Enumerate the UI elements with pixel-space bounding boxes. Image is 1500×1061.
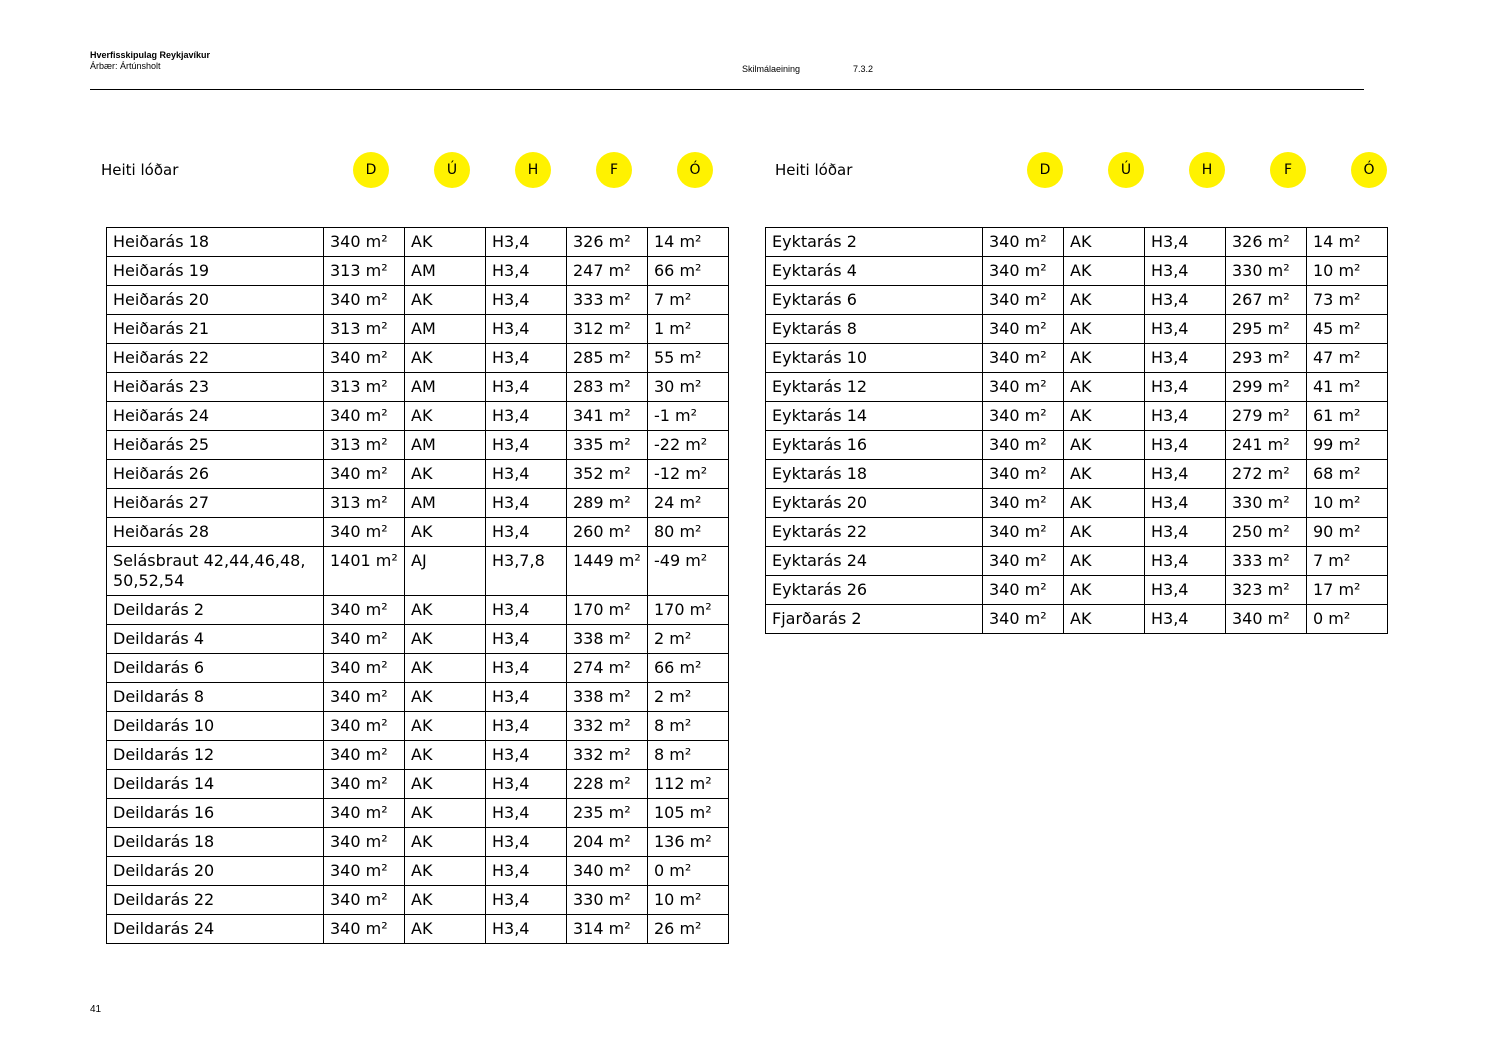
- table-cell-plot-name: Fjarðarás 2: [766, 605, 983, 634]
- table-cell-plot-use: AK: [405, 286, 486, 315]
- table-cell-plot-area: 340 m²: [324, 402, 405, 431]
- table-cell-area-difference: 66 m²: [648, 654, 729, 683]
- table-cell-plot-name: Heiðarás 23: [107, 373, 324, 402]
- table-row: [766, 518, 1388, 547]
- table-cell-plot-height: H3,4: [486, 857, 567, 886]
- table-cell-area-difference: 73 m²: [1307, 286, 1388, 315]
- table-cell-plot-height: H3,4: [486, 460, 567, 489]
- table-cell-plot-area: 340 m²: [324, 228, 405, 257]
- table-cell-plot-height: H3,4: [486, 257, 567, 286]
- table-cell-plot-name: Deildarás 10: [107, 712, 324, 741]
- table-cell-area-difference: 30 m²: [648, 373, 729, 402]
- table-cell-plot-name: Eyktarás 18: [766, 460, 983, 489]
- table-cell-area-difference: 112 m²: [648, 770, 729, 799]
- table-cell-floor-area: 1449 m²: [567, 547, 648, 596]
- table-cell-plot-use: AK: [405, 886, 486, 915]
- table-cell-floor-area: 285 m²: [567, 344, 648, 373]
- table-cell-plot-height: H3,4: [1145, 344, 1226, 373]
- section-label: Skilmálaeining: [742, 64, 801, 74]
- table-row: [107, 315, 729, 344]
- left-key-u: Ú: [434, 152, 470, 188]
- page-number: 41: [90, 1004, 102, 1015]
- table-cell-area-difference: -1 m²: [648, 402, 729, 431]
- table-cell-plot-use: AK: [1064, 228, 1145, 257]
- table-row: [107, 915, 729, 944]
- table-row: [107, 886, 729, 915]
- table-cell-plot-area: 340 m²: [983, 373, 1064, 402]
- table-cell-floor-area: 338 m²: [567, 625, 648, 654]
- table-cell-plot-area: 340 m²: [983, 489, 1064, 518]
- table-row: [107, 373, 729, 402]
- table-cell-plot-area: 1401 m²: [324, 547, 405, 596]
- table-cell-plot-area: 340 m²: [324, 886, 405, 915]
- table-cell-floor-area: 333 m²: [567, 286, 648, 315]
- table-cell-area-difference: 66 m²: [648, 257, 729, 286]
- table-cell-plot-height: H3,4: [1145, 547, 1226, 576]
- table-cell-plot-name: Eyktarás 24: [766, 547, 983, 576]
- table-cell-plot-height: H3,4: [1145, 315, 1226, 344]
- table-row: [107, 489, 729, 518]
- table-cell-plot-use: AK: [405, 799, 486, 828]
- table-cell-area-difference: 0 m²: [1307, 605, 1388, 634]
- table-cell-plot-name: Heiðarás 25: [107, 431, 324, 460]
- table-cell-plot-use: AK: [1064, 315, 1145, 344]
- table-cell-plot-area: 340 m²: [324, 770, 405, 799]
- table-cell-plot-use: AK: [405, 857, 486, 886]
- table-row: [766, 344, 1388, 373]
- table-row: [107, 596, 729, 625]
- table-row: [107, 431, 729, 460]
- table-cell-plot-area: 313 m²: [324, 257, 405, 286]
- table-cell-plot-area: 313 m²: [324, 373, 405, 402]
- table-cell-floor-area: 289 m²: [567, 489, 648, 518]
- table-cell-floor-area: 272 m²: [1226, 460, 1307, 489]
- right-key-o: Ó: [1351, 152, 1387, 188]
- table-cell-floor-area: 241 m²: [1226, 431, 1307, 460]
- table-row: [766, 431, 1388, 460]
- table-row: [107, 654, 729, 683]
- table-cell-plot-area: 340 m²: [983, 315, 1064, 344]
- table-row: [107, 257, 729, 286]
- table-row: [107, 741, 729, 770]
- table-cell-plot-name: Eyktarás 8: [766, 315, 983, 344]
- table-cell-area-difference: -22 m²: [648, 431, 729, 460]
- document-subtitle: Árbær: Ártúnsholt: [90, 61, 161, 71]
- table-cell-plot-height: H3,4: [486, 489, 567, 518]
- table-cell-plot-name: Eyktarás 20: [766, 489, 983, 518]
- table-cell-floor-area: 335 m²: [567, 431, 648, 460]
- table-cell-plot-use: AK: [1064, 431, 1145, 460]
- table-cell-floor-area: 235 m²: [567, 799, 648, 828]
- table-cell-floor-area: 326 m²: [567, 228, 648, 257]
- table-cell-plot-use: AM: [405, 257, 486, 286]
- table-cell-floor-area: 279 m²: [1226, 402, 1307, 431]
- table-cell-plot-name: Eyktarás 2: [766, 228, 983, 257]
- table-cell-area-difference: 10 m²: [1307, 489, 1388, 518]
- table-row: [107, 286, 729, 315]
- table-cell-plot-use: AK: [1064, 344, 1145, 373]
- table-cell-plot-name: Heiðarás 21: [107, 315, 324, 344]
- table-cell-plot-name: Heiðarás 19: [107, 257, 324, 286]
- table-cell-plot-area: 313 m²: [324, 315, 405, 344]
- table-cell-plot-use: AK: [1064, 605, 1145, 634]
- table-cell-plot-use: AK: [405, 828, 486, 857]
- table-cell-plot-area: 340 m²: [983, 286, 1064, 315]
- table-cell-plot-area: 340 m²: [324, 712, 405, 741]
- table-cell-plot-use: AK: [1064, 576, 1145, 605]
- left-key-f: F: [596, 152, 632, 188]
- header-divider: [90, 89, 1364, 90]
- table-cell-plot-height: H3,4: [1145, 460, 1226, 489]
- table-cell-plot-name: Heiðarás 18: [107, 228, 324, 257]
- table-cell-area-difference: 14 m²: [648, 228, 729, 257]
- table-cell-plot-area: 340 m²: [324, 625, 405, 654]
- table-cell-floor-area: 330 m²: [1226, 489, 1307, 518]
- table-cell-plot-height: H3,4: [486, 286, 567, 315]
- table-cell-area-difference: 8 m²: [648, 741, 729, 770]
- table-row: [766, 286, 1388, 315]
- table-cell-area-difference: 14 m²: [1307, 228, 1388, 257]
- table-row: [766, 228, 1388, 257]
- left-plot-table: [106, 227, 729, 944]
- table-cell-plot-area: 340 m²: [324, 596, 405, 625]
- table-cell-plot-area: 340 m²: [983, 402, 1064, 431]
- left-name-label: Heiti lóðar: [101, 161, 179, 179]
- table-cell-plot-area: 340 m²: [324, 915, 405, 944]
- table-cell-floor-area: 247 m²: [567, 257, 648, 286]
- table-cell-floor-area: 299 m²: [1226, 373, 1307, 402]
- table-cell-floor-area: 204 m²: [567, 828, 648, 857]
- table-cell-plot-name: Deildarás 14: [107, 770, 324, 799]
- table-cell-area-difference: 61 m²: [1307, 402, 1388, 431]
- table-cell-area-difference: 0 m²: [648, 857, 729, 886]
- right-key-h: H: [1189, 152, 1225, 188]
- table-cell-floor-area: 341 m²: [567, 402, 648, 431]
- table-cell-plot-name: Deildarás 12: [107, 741, 324, 770]
- table-cell-plot-height: H3,4: [486, 373, 567, 402]
- table-cell-floor-area: 312 m²: [567, 315, 648, 344]
- table-cell-plot-area: 340 m²: [983, 460, 1064, 489]
- table-cell-plot-height: H3,4: [486, 344, 567, 373]
- table-cell-area-difference: 7 m²: [648, 286, 729, 315]
- table-cell-plot-area: 340 m²: [983, 431, 1064, 460]
- table-cell-plot-height: H3,4: [1145, 576, 1226, 605]
- table-cell-plot-height: H3,4: [1145, 228, 1226, 257]
- table-row: [766, 315, 1388, 344]
- table-cell-plot-height: H3,4: [486, 228, 567, 257]
- table-cell-plot-name: Eyktarás 10: [766, 344, 983, 373]
- table-cell-plot-height: H3,4: [486, 828, 567, 857]
- table-cell-plot-area: 340 m²: [983, 228, 1064, 257]
- table-cell-area-difference: 105 m²: [648, 799, 729, 828]
- table-cell-floor-area: 295 m²: [1226, 315, 1307, 344]
- table-cell-plot-height: H3,4: [486, 683, 567, 712]
- table-cell-floor-area: 250 m²: [1226, 518, 1307, 547]
- table-cell-plot-use: AK: [1064, 373, 1145, 402]
- table-cell-plot-height: H3,4: [1145, 373, 1226, 402]
- table-cell-plot-area: 340 m²: [983, 576, 1064, 605]
- table-cell-plot-height: H3,4: [486, 915, 567, 944]
- table-row: [766, 402, 1388, 431]
- table-cell-plot-height: H3,4: [486, 625, 567, 654]
- table-cell-floor-area: 274 m²: [567, 654, 648, 683]
- table-cell-area-difference: 7 m²: [1307, 547, 1388, 576]
- table-cell-floor-area: 352 m²: [567, 460, 648, 489]
- right-key-f: F: [1270, 152, 1306, 188]
- table-cell-floor-area: 170 m²: [567, 596, 648, 625]
- table-cell-plot-height: H3,4: [1145, 431, 1226, 460]
- table-cell-floor-area: 330 m²: [1226, 257, 1307, 286]
- table-row: [107, 799, 729, 828]
- table-cell-plot-height: H3,4: [486, 741, 567, 770]
- table-cell-plot-area: 340 m²: [324, 518, 405, 547]
- table-cell-plot-area: 340 m²: [983, 518, 1064, 547]
- table-cell-plot-use: AM: [405, 373, 486, 402]
- table-cell-plot-use: AK: [405, 402, 486, 431]
- table-cell-floor-area: 326 m²: [1226, 228, 1307, 257]
- table-cell-plot-name: Deildarás 20: [107, 857, 324, 886]
- table-cell-plot-area: 313 m²: [324, 431, 405, 460]
- table-cell-plot-name: Eyktarás 12: [766, 373, 983, 402]
- table-cell-plot-use: AM: [405, 489, 486, 518]
- section-number: 7.3.2: [853, 64, 874, 74]
- table-cell-floor-area: 323 m²: [1226, 576, 1307, 605]
- table-cell-plot-use: AK: [1064, 286, 1145, 315]
- table-cell-plot-use: AK: [1064, 402, 1145, 431]
- table-row: [107, 228, 729, 257]
- table-cell-plot-area: 313 m²: [324, 489, 405, 518]
- table-row: [107, 712, 729, 741]
- table-cell-plot-height: H3,4: [486, 886, 567, 915]
- table-row: [107, 625, 729, 654]
- table-cell-plot-use: AK: [405, 518, 486, 547]
- table-row: [107, 518, 729, 547]
- table-cell-plot-name: Eyktarás 22: [766, 518, 983, 547]
- table-cell-floor-area: 228 m²: [567, 770, 648, 799]
- table-cell-area-difference: 10 m²: [1307, 257, 1388, 286]
- table-row: [107, 460, 729, 489]
- table-cell-plot-use: AK: [1064, 257, 1145, 286]
- table-cell-plot-name: Deildarás 2: [107, 596, 324, 625]
- table-cell-plot-height: H3,4: [486, 770, 567, 799]
- table-cell-area-difference: 68 m²: [1307, 460, 1388, 489]
- table-cell-plot-use: AK: [405, 770, 486, 799]
- table-cell-plot-height: H3,4: [486, 518, 567, 547]
- table-cell-plot-use: AK: [405, 344, 486, 373]
- table-cell-floor-area: 340 m²: [567, 857, 648, 886]
- table-row: [766, 576, 1388, 605]
- table-cell-floor-area: 293 m²: [1226, 344, 1307, 373]
- table-cell-area-difference: 45 m²: [1307, 315, 1388, 344]
- table-cell-floor-area: 267 m²: [1226, 286, 1307, 315]
- table-cell-plot-area: 340 m²: [324, 741, 405, 770]
- table-cell-plot-use: AK: [1064, 518, 1145, 547]
- table-cell-floor-area: 340 m²: [1226, 605, 1307, 634]
- table-row: [107, 857, 729, 886]
- table-cell-floor-area: 260 m²: [567, 518, 648, 547]
- table-cell-plot-area: 340 m²: [324, 683, 405, 712]
- table-cell-plot-area: 340 m²: [324, 828, 405, 857]
- table-cell-plot-area: 340 m²: [983, 257, 1064, 286]
- table-cell-plot-area: 340 m²: [983, 344, 1064, 373]
- table-cell-plot-height: H3,4: [1145, 605, 1226, 634]
- table-cell-plot-use: AK: [405, 712, 486, 741]
- table-cell-plot-use: AK: [405, 915, 486, 944]
- table-cell-area-difference: 41 m²: [1307, 373, 1388, 402]
- table-cell-plot-area: 340 m²: [983, 547, 1064, 576]
- table-cell-plot-area: 340 m²: [324, 286, 405, 315]
- document-title: Hverfisskipulag Reykjavíkur: [90, 50, 211, 60]
- table-cell-plot-name: Deildarás 16: [107, 799, 324, 828]
- table-cell-area-difference: 90 m²: [1307, 518, 1388, 547]
- table-cell-plot-area: 340 m²: [324, 344, 405, 373]
- table-row: [766, 257, 1388, 286]
- table-cell-plot-use: AK: [1064, 460, 1145, 489]
- table-cell-area-difference: 2 m²: [648, 625, 729, 654]
- table-cell-floor-area: 330 m²: [567, 886, 648, 915]
- table-cell-plot-area: 340 m²: [324, 857, 405, 886]
- table-cell-plot-height: H3,4: [486, 402, 567, 431]
- right-key-d: D: [1027, 152, 1063, 188]
- table-cell-plot-use: AK: [405, 625, 486, 654]
- table-cell-plot-name: Deildarás 22: [107, 886, 324, 915]
- table-cell-floor-area: 338 m²: [567, 683, 648, 712]
- table-row: [107, 770, 729, 799]
- table-cell-plot-use: AK: [405, 683, 486, 712]
- table-cell-plot-height: H3,4: [1145, 286, 1226, 315]
- table-cell-plot-name: Heiðarás 28: [107, 518, 324, 547]
- table-cell-area-difference: 8 m²: [648, 712, 729, 741]
- table-cell-plot-area: 340 m²: [324, 460, 405, 489]
- table-cell-area-difference: -12 m²: [648, 460, 729, 489]
- table-cell-plot-name: Deildarás 18: [107, 828, 324, 857]
- table-cell-plot-height: H3,4: [1145, 257, 1226, 286]
- table-cell-plot-name: Selásbraut 42,44,46,48, 50,52,54: [107, 547, 324, 596]
- table-cell-area-difference: 17 m²: [1307, 576, 1388, 605]
- table-cell-plot-name: Heiðarás 26: [107, 460, 324, 489]
- table-cell-floor-area: 283 m²: [567, 373, 648, 402]
- table-cell-plot-height: H3,7,8: [486, 547, 567, 596]
- table-cell-plot-height: H3,4: [1145, 489, 1226, 518]
- table-cell-plot-area: 340 m²: [324, 654, 405, 683]
- table-cell-floor-area: 333 m²: [1226, 547, 1307, 576]
- table-cell-area-difference: 10 m²: [648, 886, 729, 915]
- right-plot-table: [765, 227, 1388, 634]
- table-cell-plot-name: Deildarás 6: [107, 654, 324, 683]
- table-cell-plot-height: H3,4: [486, 712, 567, 741]
- table-cell-area-difference: 99 m²: [1307, 431, 1388, 460]
- table-cell-plot-use: AK: [405, 460, 486, 489]
- table-cell-area-difference: 24 m²: [648, 489, 729, 518]
- table-cell-plot-name: Heiðarás 24: [107, 402, 324, 431]
- table-row: [107, 402, 729, 431]
- table-cell-plot-height: H3,4: [1145, 518, 1226, 547]
- table-row: [766, 489, 1388, 518]
- table-cell-plot-name: Eyktarás 16: [766, 431, 983, 460]
- table-cell-plot-name: Eyktarás 26: [766, 576, 983, 605]
- table-row: [766, 460, 1388, 489]
- table-cell-plot-height: H3,4: [486, 431, 567, 460]
- table-cell-area-difference: -49 m²: [648, 547, 729, 596]
- table-cell-plot-name: Eyktarás 6: [766, 286, 983, 315]
- table-cell-plot-name: Deildarás 4: [107, 625, 324, 654]
- table-cell-plot-name: Heiðarás 22: [107, 344, 324, 373]
- table-cell-plot-use: AK: [405, 741, 486, 770]
- table-cell-plot-height: H3,4: [1145, 402, 1226, 431]
- table-row: [107, 683, 729, 712]
- left-key-h: H: [515, 152, 551, 188]
- table-cell-plot-height: H3,4: [486, 596, 567, 625]
- table-cell-plot-name: Eyktarás 4: [766, 257, 983, 286]
- table-cell-plot-use: AK: [405, 596, 486, 625]
- table-row: [107, 547, 729, 596]
- table-cell-plot-name: Heiðarás 27: [107, 489, 324, 518]
- table-cell-plot-area: 340 m²: [324, 799, 405, 828]
- table-cell-area-difference: 47 m²: [1307, 344, 1388, 373]
- table-cell-area-difference: 1 m²: [648, 315, 729, 344]
- table-cell-plot-name: Heiðarás 20: [107, 286, 324, 315]
- document-header: [90, 50, 210, 72]
- table-cell-plot-name: Eyktarás 14: [766, 402, 983, 431]
- table-cell-area-difference: 80 m²: [648, 518, 729, 547]
- right-name-label: Heiti lóðar: [775, 161, 853, 179]
- table-cell-area-difference: 2 m²: [648, 683, 729, 712]
- table-row: [766, 373, 1388, 402]
- table-cell-plot-name: Deildarás 8: [107, 683, 324, 712]
- table-cell-area-difference: 170 m²: [648, 596, 729, 625]
- table-cell-floor-area: 314 m²: [567, 915, 648, 944]
- left-key-o: Ó: [677, 152, 713, 188]
- table-cell-floor-area: 332 m²: [567, 712, 648, 741]
- table-cell-plot-use: AJ: [405, 547, 486, 596]
- table-row: [766, 605, 1388, 634]
- table-cell-plot-height: H3,4: [486, 654, 567, 683]
- table-cell-area-difference: 55 m²: [648, 344, 729, 373]
- table-cell-plot-use: AK: [405, 228, 486, 257]
- table-cell-plot-area: 340 m²: [983, 605, 1064, 634]
- table-cell-floor-area: 332 m²: [567, 741, 648, 770]
- table-cell-plot-name: Deildarás 24: [107, 915, 324, 944]
- table-cell-plot-use: AK: [1064, 547, 1145, 576]
- right-key-u: Ú: [1108, 152, 1144, 188]
- table-cell-area-difference: 26 m²: [648, 915, 729, 944]
- table-cell-plot-height: H3,4: [486, 799, 567, 828]
- table-row: [107, 828, 729, 857]
- table-cell-area-difference: 136 m²: [648, 828, 729, 857]
- table-cell-plot-use: AK: [405, 654, 486, 683]
- table-cell-plot-use: AM: [405, 431, 486, 460]
- table-row: [107, 344, 729, 373]
- table-cell-plot-use: AM: [405, 315, 486, 344]
- left-key-d: D: [353, 152, 389, 188]
- table-cell-plot-height: H3,4: [486, 315, 567, 344]
- table-row: [766, 547, 1388, 576]
- table-cell-plot-use: AK: [1064, 489, 1145, 518]
